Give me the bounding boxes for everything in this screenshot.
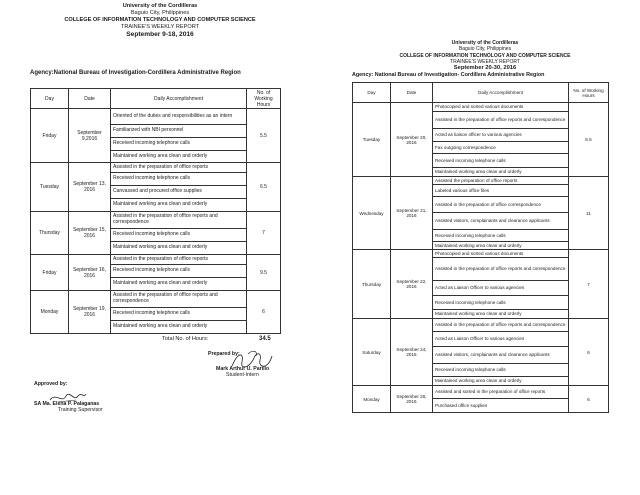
activity-item: Maintained working area clean and orderly — [435, 242, 522, 248]
activity-item: Assisted visitors, complainants and clearance applicants — [433, 213, 568, 230]
row-day: Tuesday — [353, 103, 391, 177]
activity-item: Acted as Liaison Officer to various agencies — [433, 332, 568, 347]
report-title: TRAINEE'S WEEKLY REPORT — [450, 58, 520, 65]
agency-name: National Bureau of Investigation- Cordillera Administrative Region — [374, 72, 545, 78]
table-row — [353, 103, 609, 177]
row-day: Friday — [31, 255, 69, 291]
activity-item: Assisted the preparation of office reports — [433, 177, 568, 185]
row-day: Wednesday — [353, 177, 391, 250]
row-date: September 26, 2016 — [391, 386, 433, 413]
row-date: September 22, 2016 — [391, 250, 433, 319]
activity-item: Assisted in the preparation of office reports and correspondence — [433, 112, 568, 129]
activity-item: Purchased office supplies — [435, 402, 488, 408]
report-period: September 9-18, 2016 — [126, 30, 194, 38]
activity-item: Assisted visitors, complainants and clearance applicants — [433, 347, 568, 364]
approved-by-name: SA Ma. Elena P. Palaganas — [34, 400, 100, 407]
row-hours: 11 — [569, 177, 609, 250]
prepared-by-label: Prepared by: — [208, 351, 240, 357]
activity-item: Maintained working area clean and orderly — [435, 378, 522, 384]
college-name: COLLEGE OF INFORMATION TECHNOLOGY AND COMPUTER SCIENCE — [399, 52, 571, 59]
activity-item: Acted as liaison officer to various agencies — [433, 129, 568, 142]
approved-by-title: Training Supervisor — [58, 406, 103, 413]
university-name: University of the Cordilleras — [451, 40, 519, 46]
table-row — [31, 212, 281, 255]
table-row — [31, 255, 281, 291]
approved-by-signature — [48, 388, 88, 408]
row-hours: 7 — [569, 250, 609, 319]
activity-item: Oriented of the duties and responsibilities as an intern — [111, 109, 246, 125]
activity-item: Received incoming telephone calls — [111, 229, 246, 242]
activity-item: Maintained working area clean and orderly — [113, 152, 208, 159]
activity-item: Photocopied and sorted various documents — [433, 250, 568, 258]
row-date: September 9,2016 — [69, 109, 111, 163]
approved-by-label: Approved by: — [34, 381, 68, 387]
table-row — [353, 177, 609, 250]
agency-label: Agency: — [30, 70, 54, 76]
activity-item: Photocopied and sorted various documents — [433, 103, 568, 112]
table-row — [31, 163, 281, 212]
activity-item: Received incoming telephone calls — [111, 265, 246, 278]
column-header-activity: Daily Accomplishment — [433, 83, 569, 103]
activity-item: Labeled various office files — [433, 185, 568, 197]
report-header — [330, 40, 640, 72]
column-header-date: Date — [69, 89, 111, 109]
table-row — [31, 291, 281, 334]
table-row — [353, 250, 609, 319]
row-hours: 6 — [569, 386, 609, 413]
activity-item: Received incoming telephone calls — [433, 296, 568, 310]
table-row — [353, 386, 609, 413]
row-activities — [111, 212, 247, 255]
agency-line — [352, 72, 544, 78]
column-header-day: Day — [353, 83, 391, 103]
activity-item: Received incoming telephone calls — [433, 154, 568, 168]
activity-item: Maintained working area clean and orderly — [113, 323, 208, 330]
activity-item: Received incoming telephone calls — [433, 230, 568, 242]
activity-item: Assisted in the preparation of office reports and correspondence — [111, 291, 246, 308]
row-activities — [433, 103, 569, 177]
activity-item: Maintained working area clean and orderly — [435, 311, 522, 317]
total-hours-value: 34.5 — [259, 336, 271, 342]
table-row — [353, 319, 609, 386]
row-activities — [433, 319, 569, 386]
activity-item: Received incoming telephone calls — [111, 308, 246, 321]
row-hours: 6 — [247, 291, 281, 334]
column-header-hours: No. of Working Hours — [569, 83, 609, 103]
prepared-by-name: Mark Arthur U. Parillo — [216, 365, 270, 372]
row-hours: 6 — [569, 319, 609, 386]
agency-name: National Bureau of Investigation-Cordillera Administrative Region — [53, 70, 241, 76]
row-date: September 24, 2016 — [391, 319, 433, 386]
activity-item: Assisted in the preparation of office reports — [111, 163, 246, 173]
row-day: Thursday — [353, 250, 391, 319]
row-date: September 20, 2016 — [391, 103, 433, 177]
university-city: Baguio City, Philippines — [130, 9, 190, 16]
report-page-2 — [330, 0, 640, 495]
column-header-date: Date — [391, 83, 433, 103]
row-day: Thursday — [31, 212, 69, 255]
row-date: September 21, 2016 — [391, 177, 433, 250]
activity-item: Acted as Liaison Officer to various agencies — [433, 281, 568, 296]
row-day: Saturday — [353, 319, 391, 386]
college-name: COLLEGE OF INFORMATION TECHNOLOGY AND COMPUTER SCIENCE — [64, 16, 256, 23]
row-date: September 15, 2016 — [69, 212, 111, 255]
activity-item: Assisted in the preparation of office reports — [111, 255, 246, 265]
prepared-by-title: Student-Intern — [226, 371, 259, 378]
accomplishment-table — [30, 88, 281, 334]
row-activities — [433, 177, 569, 250]
report-title: TRAINEE'S WEEKLY REPORT — [120, 23, 200, 30]
row-date: September 13, 2016 — [69, 163, 111, 212]
activity-item: Received incoming telephone calls — [111, 138, 246, 151]
activity-item: Maintained working area clean and orderly — [113, 244, 208, 251]
row-day: Monday — [353, 386, 391, 413]
report-header — [0, 3, 320, 39]
activity-item: Received incoming telephone calls — [433, 364, 568, 377]
activity-item: Fax outgoing correspondence — [433, 142, 568, 154]
row-day: Tuesday — [31, 163, 69, 212]
table-row — [31, 109, 281, 163]
activity-item: Maintained working area clean and orderly — [113, 201, 208, 208]
row-hours: 6.5 — [247, 163, 281, 212]
row-activities — [111, 255, 247, 291]
total-hours — [162, 336, 271, 342]
activity-item: Assisted in the preparation of office reports and correspondence — [111, 212, 246, 229]
university-name: University of the Cordilleras — [122, 3, 198, 9]
activity-item: Maintained working area clean and orderly — [435, 169, 522, 175]
agency-label: Agency: — [352, 72, 374, 78]
row-hours: 5.5 — [247, 109, 281, 163]
row-activities — [111, 109, 247, 163]
prepared-by-block — [208, 352, 269, 379]
activity-item: Assisted in the preparation of office reports and correspondence — [433, 319, 568, 332]
row-activities — [111, 291, 247, 334]
row-hours: 9.5 — [247, 255, 281, 291]
total-hours-label: Total No. of Hours: — [162, 336, 209, 342]
activity-item: Assisted in the preparation of office reports and correspondence — [433, 258, 568, 281]
row-date: September 19, 2016 — [69, 291, 111, 334]
row-date: September 16, 2016 — [69, 255, 111, 291]
row-activities — [433, 250, 569, 319]
row-activities — [111, 163, 247, 212]
row-hours: 6.5 — [569, 103, 609, 177]
activity-item: Received incoming telephone calls — [111, 173, 246, 186]
university-city: Baguio City, Philippines — [458, 46, 512, 53]
agency-line — [30, 70, 241, 76]
report-period: September 20-30, 2016 — [453, 65, 517, 71]
activity-item: Familiarized with NBI personnel — [111, 125, 246, 138]
column-header-hours: No. of Working Hours — [247, 89, 281, 109]
row-hours: 7 — [247, 212, 281, 255]
activity-item: Assisted and sorted in the preparation of office reports — [433, 386, 568, 399]
activity-item: Canvassed and procured office supplies — [111, 186, 246, 199]
activity-item: Assisted in the preparation of office correspondence — [433, 197, 568, 213]
column-header-activity: Daily Accomplishment — [111, 89, 247, 109]
row-day: Friday — [31, 109, 69, 163]
accomplishment-table — [352, 82, 609, 413]
activity-item: Maintained working area clean and orderly — [113, 280, 208, 287]
row-day: Monday — [31, 291, 69, 334]
row-activities — [433, 386, 569, 413]
column-header-day: Day — [31, 89, 69, 109]
